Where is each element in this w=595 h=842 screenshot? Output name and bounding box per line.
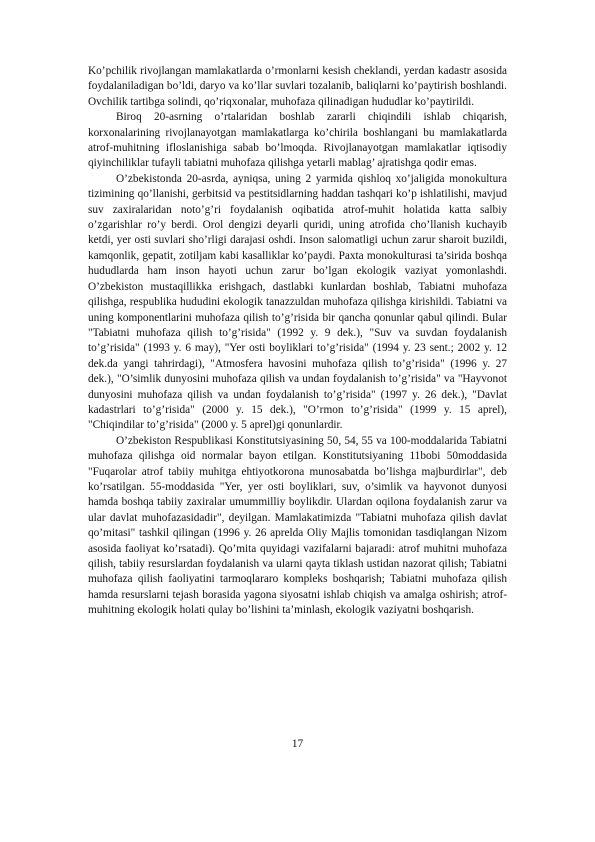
- paragraph-3: O’zbekistonda 20-asrda, ayniqsa, uning 2 yarmida qishloq xo’jaligida monokultura tizimining qo’llanishi, gerbitsid va pestitsidlarning haddan tashqari ko’p ishlatilishi, mavjud suv zaxiralaridan noto’g’ri foydalanish oqibatida atrof-muhit holatida katta salbiy o’zgarishlar ro’y berdi. Orol dengizi deyarli quridi, uning atrofida cho’llanish kuchayib ketdi, yer osti suvlari sho’rligi darajasi oshdi. Inson salomatligi uchun zarur sharoit buzildi, kamqonlik, gepatit, zotiljam kabi kasalliklar ko’paydi. Paxta monokulturasi ta’sirida boshqa hududlarda ham inson hayoti uchun zarur bo’lgan ekologik vaziyat yomonlashdi. O’zbekiston mustaqillikka erishgach, dastlabki kunlardan boshlab, Tabiatni muhofaza qilishga, respublika hududini ekologik tanazzuldan muhofaza qilishga kirishildi. Tabiatni va uning komponentlarini muhofaza qilish to’g’risida bir qancha qonunlar qabul qilindi. Bular "Tabiatni muhofaza qilish to’g’risida" (1992 y. 9 dek.), "Suv va suvdan foydalanish to’g’risida" (1993 y. 6 may), "Yer osti boyliklari to’g’risida" (1994 y. 23 sent.; 2002 y. 12 dek.da yangi tahrirdagi), "Atmosfera havosini muhofaza qilish to’g’risida" (1996 y. 27 dek.), "O’simlik dunyosini muhofaza qilish va undan foydalanish to’g’risida" va "Hayvonot dunyosini muhofaza qilish va undan foydalanish to’g’risida" (1997 y. 26 dek.), "Davlat kadastrlari to’g’risida" (2000 y. 15 dek.), "O’rmon to’g’risida" (1999 y. 15 aprel), "Chiqindilar to’g’risida" (2000 y. 5 aprel)gi qonunlardir.: [88, 172, 507, 432]
- paragraph-2: Biroq 20-asrning o’rtalaridan boshlab zararli chiqindili ishlab chiqarish, korxonalarining rivojlanayotgan mamlakatlarga ko’chirila boshlangani bu mamlakatlarda atrof-muhitning ifloslanishiga sabab bo’lmoqda. Rivojlanayotgan mamlakatlar iqtisodiy qiyinchiliklar tufayli tabiatni muhofaza qilishga yetarli mablag’ ajratishga qodir emas.: [88, 111, 507, 170]
- page-number: 17: [291, 738, 304, 750]
- document-body: [88, 64, 507, 619]
- paragraph-4: O’zbekiston Respublikasi Konstitutsiyasining 50, 54, 55 va 100-moddalarida Tabiatni muhofaza qilishga oid normalar bayon etilgan. Konstitutsiyaning 11bobi 50moddasida "Fuqarolar atrof tabiiy muhitga ehtiyotkorona munosabatda bo’lishga majburdirlar", deb ko’rsatilgan. 55-moddasida "Yer, yer osti boyliklari, suv, o’simlik va hayvonot dunyosi hamda boshqa tabiiy zaxiralar umummilliy boylikdir. Ulardan oqilona foydalanish zarur va ular davlat muhofazasidadir", deyilgan. Mamlakatimizda "Tabiatni muhofaza qilish davlat qo’mitasi" tashkil qilingan (1996 y. 26 aprelda Oliy Majlis tomonidan tasdiqlangan Nizom asosida faoliyat ko’rsatadi). Qo’mita quyidagi vazifalarni bajaradi: atrof muhitni muhofaza qilish, tabiiy resurslardan foydalanish va ularni qayta tiklash ustidan nazorat qilish; Tabiatni muhofaza qilish faoliyatini tarmoqlararo kompleks boshqarish; Tabiatni muhofaza qilish hamda resurslarni tejash borasida yagona siyosatni ishlab chiqish va amalga oshirish; atrof-muhitning ekologik holati qulay bo’lishini ta’minlash, ekologik vaziyatni boshqarish.: [88, 434, 507, 617]
- paragraph-1: Ko’pchilik rivojlangan mamlakatlarda o’rmonlarni kesish cheklandi, yerdan kadastr asosida foydalaniladigan bo’ldi, daryo va ko’llar suvlari tozalanib, baliqlarni ko’paytirish boshlandi. Ovchilik tartibga solindi, qo’riqxonalar, muhofaza qilinadigan hududlar ko’paytirildi.: [88, 65, 507, 108]
